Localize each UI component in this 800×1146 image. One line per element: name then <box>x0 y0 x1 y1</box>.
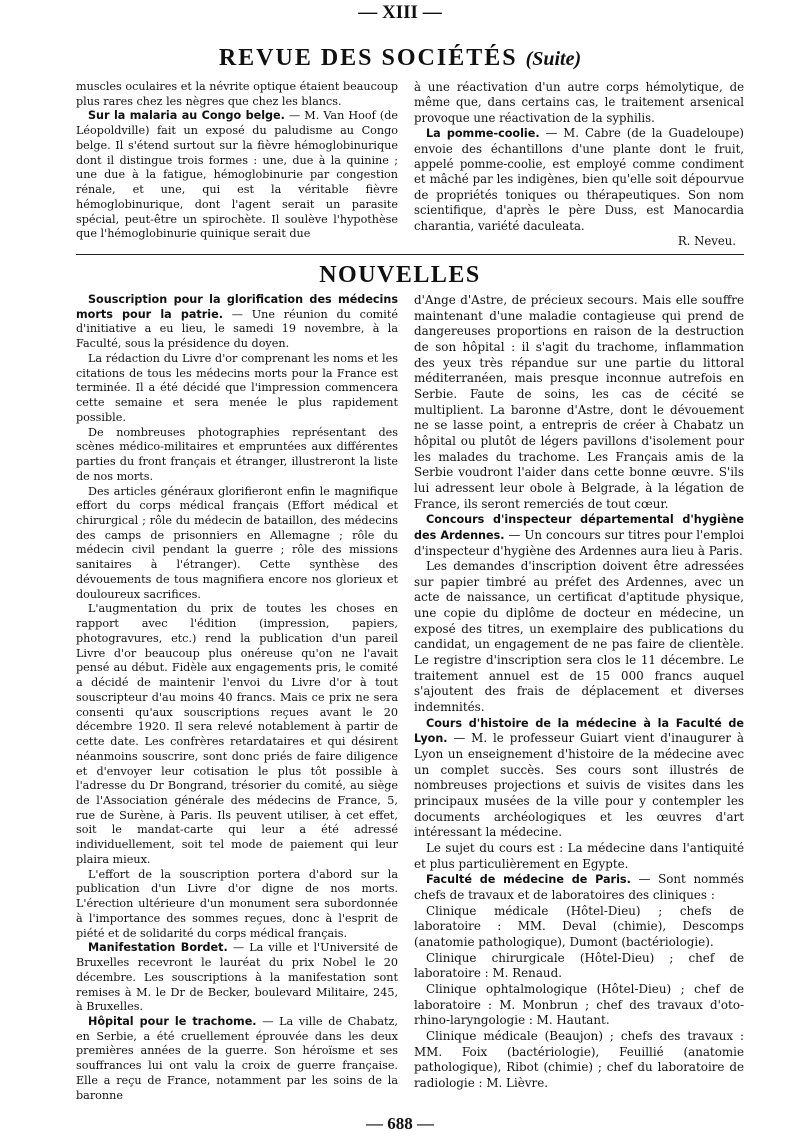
paragraph <box>414 293 744 512</box>
paragraph-text: Clinique médicale (Hôtel-Dieu) ; chefs de laboratoire : MM. Deval (chimie), Descomps (anatomie pathologique), Dumont (bactériologie). <box>414 903 744 949</box>
paragraph-text: à une réactivation d'un autre corps hémolytique, de même que, dans certains cas, le traitement arsenical provoque une réactivation de la syphilis. <box>414 80 744 125</box>
paragraph-heading: Hôpital pour le trachome. <box>88 1014 257 1028</box>
paragraph <box>76 109 398 242</box>
paragraph <box>414 80 744 126</box>
roman-page-number: — XIII — <box>358 2 442 23</box>
paragraph-text: — La ville et l'Université de Bruxelles recevront le lauréat du prix Nobel le 20 décembre. Les souscriptions à la manifestation sont remises à M. le Dr de Becker, boulevard Militaire, 245, à Bruxelles. <box>76 941 398 1014</box>
paragraph-text: — Une réunion du comité d'initiative a eu lieu, le samedi 19 novembre, à la Faculté, sous la présidence du doyen. <box>76 307 398 351</box>
paragraph <box>76 485 398 603</box>
paragraph <box>76 941 398 1015</box>
paragraph <box>76 352 398 426</box>
paragraph <box>414 512 744 559</box>
paragraph <box>414 559 744 716</box>
paragraph-text: La rédaction du Livre d'or comprenant les noms et les citations de tous les médecins morts pour la France est terminée. Il a été décidé que l'impression commencera cette semaine et sera menée le plus rapidement possible. <box>76 351 398 424</box>
paragraph-heading: Manifestation Bordet. <box>88 941 228 955</box>
section-title: NOUVELLES <box>319 262 481 288</box>
paragraph <box>414 716 744 841</box>
paragraph <box>414 982 744 1029</box>
paragraph <box>76 293 398 352</box>
paragraph-text: muscles oculaires et la névrite optique étaient beaucoup plus rares chez les nègres que chez les blancs. <box>76 80 398 108</box>
paragraph-heading: Concours d'inspecteur départemental d'hygiène des Ardennes. <box>414 513 744 542</box>
paragraph-text: Des articles généraux glorifieront enfin le magnifique effort du corps médical français (Effort médical et chirurgical ; rôle du médecin de bataillon, des médecins des camps de prisonniers en Allemagne ; rôle du médecin civil pendant la guerre ; rôle des missions sanitaires à l'étranger). Cette synthèse des dévouements de tous magnifiera encore nos glorieux et douloureux sacrifices. <box>76 484 398 601</box>
paragraph <box>76 80 398 109</box>
paragraph-text: De nombreuses photographies représentant des scènes médico-militaires et empruntées aux différentes parties du front français et étranger, illustreront la liste de nos morts. <box>76 425 398 483</box>
paragraph-text: — M. Van Hoof (de Léopoldville) fait un exposé du paludisme au Congo belge. Il s'étend surtout sur la fièvre hémoglobinurique dont il distingue trois formes : une, due à la quinine ; une due à la fatigue, hémoglobinurie par congestion rénale, et une, qui est la véritable fièvre hémoglobinurique, dont l'agent serait un parasite spécial, peut-être un spirochète. Il soulève l'hypothèse que l'hémoglobinurie quinique serait due <box>76 109 398 241</box>
paragraph-text: — M. le professeur Guiart vient d'inaugurer à Lyon un enseignement d'histoire de la médecine avec un complet succès. Ses cours sont illustrés de nombreuses projections et suivis de visites dans les principaux musées de la ville pour y contempler les documents archéologiques et les œuvres d'art intéressant la médecine. <box>414 731 744 840</box>
paragraph-text: — Un concours sur titres pour l'emploi d'inspecteur d'hygiène des Ardennes aura lieu à Paris. <box>414 527 744 558</box>
paragraph-text: L'effort de la souscription portera d'abord sur la publication d'un Livre d'or digne de nos morts. L'érection ultérieure d'un monument sera subordonnée à l'importance des sommes reçues, donc à l'esprit de piété et de solidarité du corps médical français. <box>76 867 398 940</box>
paragraph-heading: Sur la malaria au Congo belge. <box>88 109 285 123</box>
paragraph-heading: Souscription pour la glorification des médecins morts pour la patrie. <box>76 293 398 321</box>
paragraph-text: — Sont nommés chefs de travaux et de laboratoires des cliniques : <box>414 872 744 902</box>
paragraph-text: Clinique médicale (Beaujon) ; chefs des travaux : MM. Foix (bactériologie), Feuillié (anatomie pathologique), Ribot (chimie) ; chef du laboratoire de radiologie : M. Lièvre. <box>414 1028 744 1090</box>
paragraph <box>414 872 744 903</box>
paragraph-text: Clinique ophtalmologique (Hôtel-Dieu) ; chef de laboratoire : M. Monbrun ; chef des travaux d'oto-rhino-laryngologie : M. Hautant. <box>414 981 744 1028</box>
paragraph-text: — La ville de Chabatz, en Serbie, a été cruellement éprouvée dans les deux premières années de la guerre. Son héroïsme et ses souffrances lui ont valu la croix de guerre française. Elle a reçu de France, notamment par les soins de la baronne <box>76 1014 398 1102</box>
paragraph <box>76 1015 398 1103</box>
paragraph <box>76 426 398 485</box>
paragraph <box>414 841 744 872</box>
paragraph-heading: Cours d'histoire de la médecine à la Faculté de Lyon. <box>414 716 744 746</box>
paragraph-heading: Faculté de médecine de Paris. <box>426 873 631 887</box>
paragraph <box>414 904 744 951</box>
top-left-column <box>76 80 398 242</box>
section-divider <box>76 254 744 255</box>
running-head <box>0 45 800 72</box>
paragraph-text: L'augmentation du prix de toutes les choses en rapport avec l'édition (impression, papiers, photogravures, etc.) rend la publication d'un pareil Livre d'or beaucoup plus onéreuse qu'on ne l'avait pensé au début. Fidèle aux engagements pris, le comité a décidé de maintenir l'envoi du Livre d'or à tout souscripteur d'au moins 40 francs. Mais ce prix ne sera consenti qu'aux souscriptions reçues avant le 20 décembre 1920. Il sera relevé notablement à partir de cette date. Les confrères retardataires et qui désirent néanmoins souscrire, sont donc priés de faire diligence et d'envoyer leur cotisation le plus tôt possible à l'adresse du Dr Bongrand, trésorier du comité, au siège de l'Association générale des médecins de France, 5, rue de Surène, à Paris. Ils peuvent utiliser, à cet effet, soit le mandat-carte qui leur a été adressé individuellement, soit tel mode de paiement qui leur plaira mieux. <box>76 602 398 866</box>
page-number: — 688 — <box>366 1114 434 1133</box>
paragraph <box>76 868 398 942</box>
paragraph-text: Les demandes d'inscription doivent être adressées sur papier timbré au préfet des Ardennes, avec un acte de naissance, un certificat d'aptitude physique, une copie du diplôme de docteur en médecine, un exposé des titres, un exemplaire des publications du candidat, un engagement de ne pas faire de clientèle. Le registre d'inscription sera clos le 11 décembre. Le traitement annuel est de 15 000 francs auquel s'ajoutent des frais de déplacement et diverses indemnités. <box>414 559 744 715</box>
paragraph <box>414 126 744 234</box>
top-right-column <box>414 80 744 249</box>
news-left-column <box>76 293 398 1103</box>
running-head-suite: (Suite) <box>525 48 582 70</box>
paragraph <box>414 951 744 982</box>
paragraph <box>76 602 398 867</box>
author-signature: R. Neveu. <box>677 233 736 248</box>
paragraph-text: Le sujet du cours est : La médecine dans l'antiquité et plus particulièrement en Egypte. <box>414 840 744 871</box>
paragraph-heading: La pomme-coolie. <box>426 127 540 141</box>
news-right-column <box>414 293 744 1091</box>
paragraph-text: d'Ange d'Astre, de précieux secours. Mais elle souffre maintenant d'une maladie contagieuse qui prend de dangereuses proportions en raison de la destruction de son hôpital : il s'agit du trachome, inflammation des yeux très répandue sur une partie du littoral méditerranéen, mais presque inconnue autrefois en Serbie. Faute de soins, les cas de cécité se multiplient. La baronne d'Astre, dont le dévouement ne se lasse point, a entrepris de créer à Chabatz un hôpital ou plutôt de légers pavillons d'isolement pour les malades du trachome. Les Français amis de la Serbie voudront l'aider dans cette bonne œuvre. S'ils lui adressent leur obole à Belgrade, à la légation de France, ils seront remerciés de tout cœur. <box>414 293 744 511</box>
paragraph <box>414 1029 744 1092</box>
running-head-title: REVUE DES SOCIÉTÉS <box>218 45 518 71</box>
paragraph-text: Clinique chirurgicale (Hôtel-Dieu) ; chef de laboratoire : M. Renaud. <box>414 950 744 981</box>
paragraph-text: — M. Cabre (de la Guadeloupe) envoie des échantillons d'une plante dont le fruit, appelé pomme-coolie, est employé comme condiment et mâché par les indigènes, bien qu'elle soit dépourvue de propriétés toniques ou thérapeutiques. Son nom scientifique, d'après le père Duss, est Manocardia charantia, variété daculeata. <box>414 126 744 233</box>
